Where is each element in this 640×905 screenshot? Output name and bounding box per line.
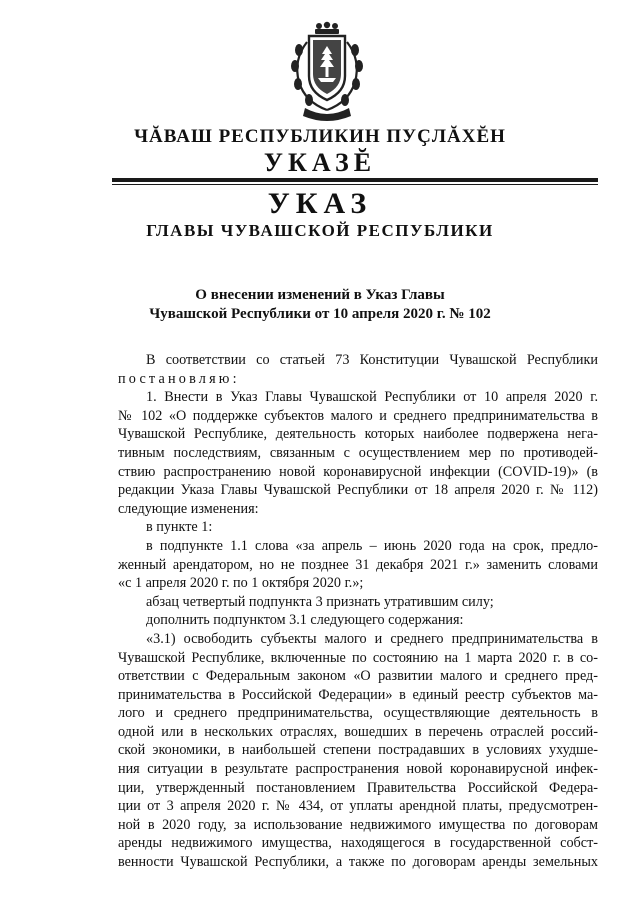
body-line: ции от 3 апреля 2020 г. № 434, от уплаты арендной платы, предусмотрен- [118, 798, 598, 815]
body-line: в подпункте 1.1 слова «за апрель – июнь 2020 года на срок, предло- [146, 537, 598, 554]
body-line: венности Чувашской Республики, а также по договорам аренды земельных [118, 854, 598, 871]
chuvash-header-title: ЧĂВАШ РЕСПУБЛИКИН ПУҪЛĂХĔН [134, 126, 506, 147]
body-line: аренды недвижимого имущества, находящегося в государственной собст- [118, 835, 598, 852]
body-line: постановляю: [118, 370, 240, 387]
document-body [118, 351, 598, 872]
header-divider-thin [112, 184, 598, 185]
body-line: абзац четвертый подпункта 3 признать утратившим силу; [146, 593, 494, 610]
body-line: следующие изменения: [118, 500, 259, 517]
russian-ukaz-heading: УКАЗ [267, 187, 373, 220]
body-line: Чувашской Республике, деятельность которых наиболее подвержена нега- [118, 426, 598, 443]
body-line: дополнить подпунктом 3.1 следующего содержания: [146, 612, 464, 629]
body-line: принимательства в Российской Федерации» в единый реестр субъектов ма- [118, 686, 598, 703]
coat-of-arms-icon [285, 20, 369, 122]
body-line: 1. Внести в Указ Главы Чувашской Республики от 10 апреля 2020 г. [146, 389, 598, 406]
body-line: «3.1) освободить субъекты малого и среднего предпринимательства в [146, 630, 598, 647]
body-line: ции, утвержденный постановлением Правительства Российской Федера- [118, 779, 598, 796]
body-line: тивным последствиям, связанным с осуществлением мер по противодей- [118, 444, 598, 461]
russian-subtitle: ГЛАВЫ ЧУВАШСКОЙ РЕСПУБЛИКИ [146, 221, 494, 240]
body-line: ответствии с Федеральным законом «О развитии малого и среднего пред- [118, 668, 598, 685]
body-line: ной в 2020 году, за использование недвижимого имущества по договорам [118, 816, 598, 833]
body-line: ния ситуации в результате распространения новой коронавирусной инфек- [118, 761, 598, 778]
body-line: «с 1 апреля 2020 г. по 1 октября 2020 г.»; [118, 575, 364, 592]
body-line: ствию распространению новой коронавирусной инфекции (COVID-19)» (в [118, 463, 598, 480]
body-line: В соответствии со статьей 73 Конституции Чувашской Республики [146, 352, 598, 368]
chuvash-ukaz-heading: УКАЗĔ [263, 148, 377, 177]
body-line: ской экономики, в наибольшей степени пострадавших в условиях ухудше- [118, 742, 598, 759]
document-title-line: О внесении изменений в Указ Главы [195, 287, 445, 303]
body-line: в пункте 1: [146, 519, 213, 536]
body-line: лого и среднего предпринимательства, осуществляющие деятельность в [118, 705, 598, 722]
body-line: женный арендатором, но не позднее 31 декабря 2021 г.» заменить словами [118, 556, 598, 573]
body-line: Чувашской Республике, включенные по состоянию на 1 марта 2020 г. в со- [118, 649, 598, 666]
document-title [0, 286, 640, 324]
document-title-line: Чувашской Республики от 10 апреля 2020 г. № 102 [149, 306, 491, 322]
body-line: № 102 «О поддержке субъектов малого и среднего предпринимательства в [118, 407, 598, 424]
header-divider-thick [112, 178, 598, 182]
body-line: редакции Указа Главы Чувашской Республики от 18 апреля 2020 г. № 112) [118, 482, 598, 499]
body-line: одной или в нескольких отраслях, вошедших в перечень отраслей россий- [118, 723, 598, 740]
